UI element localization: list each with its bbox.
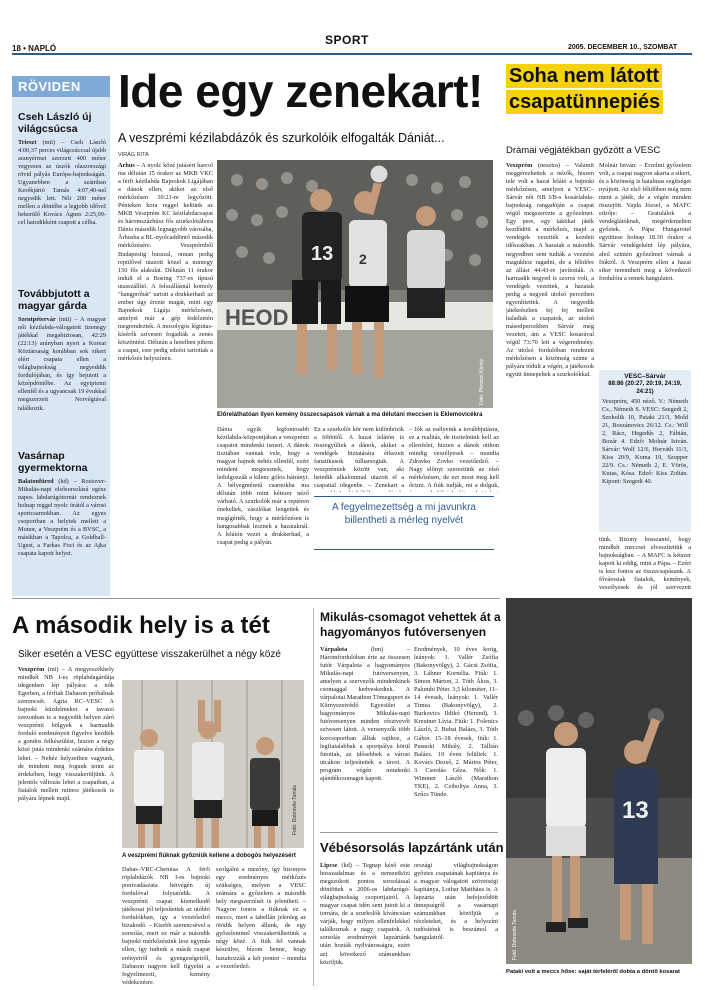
section-divider	[320, 832, 498, 833]
main-col-2	[217, 426, 309, 566]
right-col-3	[599, 536, 691, 592]
body-text: Dabas–VRC-Chemisa A férfi röplabdázók NB I-es bajnoki pontvadászata hétvégén új fordulóval folytatódik. A veszprémi csapat kiemelkedő játékosai jól teljesítettek az utóbbi fordulókban, így a vezetőedző bizakodó. – Kisebb szerencsével a sorsolás, mert ez már a második bajnoki mérkőzésünk lesz egymás ellen, így tudunk a másik csapat erényeiről és gyengeségeiről, Dabason nagyon kell figyelni a fegyelmezett, kemény védekezésre.	[122, 866, 210, 984]
main-col-1	[118, 162, 213, 566]
body-text: Dánia egyik legfontosabb kézilabda-központjában a veszprémi csapatot mindenki ismeri. A dánok tisztában vannak vele, hogy a magyar bajnok nehéz ellenfél, ezért mindent megtesznek, hogy ledolgozzák a kilenc gólos hátrányt. A bélyegméretű csarnokba ma délután több mint kétezer néző várható. A szurkolók már a reptéren énekeltek, zászlókat lengettek és megígérték, hogy a mérkőzésen is hangosabbak lesznek a hazaiaknál. A lelátón vezet a drukkerhad, a csapat pedig a pályán.	[217, 426, 309, 546]
dateline: Veszprém	[18, 666, 45, 673]
body-text: – Jók az esélyeink a továbbjutásra, ez a realitás, de tisztelnünk kell az ellenfelet, hiszen a dánok otthon mindig veszélyesek – mondta Zdravko Zovko vezetőedző. – Nagy előnyt szereztünk az első mérkőzésen, de ezt most meg kell őrizni. A fiúk tudják, mi a dolguk,	[409, 426, 499, 490]
body-text: tünk. Bizony bosszantó, hogy mindkét meccset elveszítettük a bajnokságban. – A MAFC is kétszer kapott ki eddig, mint a Pápa. – Ezért is lesz fontos az összecsapásunk. A fővárosiak fiatalok, kemények, veszélyesek és jól szervezett	[599, 536, 691, 592]
handball-scene	[217, 160, 493, 408]
sidebar-item-text	[18, 478, 106, 590]
page-number: 18 • NAPLÓ	[12, 44, 57, 53]
basketball-photo-caption: Pataki volt a meccs hőse: saját térfeléről dobta a döntő kosarat	[506, 969, 680, 975]
sidebar-item-text	[18, 139, 106, 264]
mikulas-col-1	[320, 646, 410, 828]
body-text: szolgálni a mezőny, így bizonyos egy eredményes mérkőzés szükséges, melyen a VESC számára a győzelem a második hely megszerzését is jelentheti. – Nagyon fontos a fiúknak ez a meccs, mert a tabellán jelenleg az ötödik helyen állunk, de egy győzelemmel visszakerülhetünk a négy közé. A fiúk fel vannak készülve, bízom benne, hogy hazahozzák a két pontot – mondta a vezetőedző.	[216, 866, 306, 970]
sidebar-item-heading: Vasárnap gyermektorna	[18, 450, 88, 474]
main-photo-caption: Előreláthatóan ilyen kemény összecsapások várnak a ma délutáni meccsen is Eklemovicékra	[217, 412, 483, 418]
right-headline-line1: Soha nem látott	[506, 64, 662, 88]
right-headline	[506, 64, 692, 114]
right-col-2	[599, 162, 691, 368]
section-divider	[12, 598, 500, 599]
main-deck: A veszprémi kézilabdázók és szurkolóik elfogalták Dániát...	[118, 131, 445, 145]
body-text: Molnár István: – Érzelmi győzelem volt, a csapat nagyon akarta a sikert, és a közönség is hatalmas segítséget nyújtott. Az első félidőben még nem ment a játék, de a végén minden összejött. Vajda József, a MAFC edzője: – Gratulálok a vendéglátóknak, megérdemelten győztek. A Pápa Hungarotel együttese holnap 18.30 órakor a Sárvár vendégeként lép pályára, ahol szintén győzelmet várnak a fiúktól. A Veszprém ellen a hazai siker teremtheti meg a következő fordulóra a remek hangulatot.	[599, 162, 691, 282]
result-box	[599, 370, 691, 532]
second-photo-caption: A veszprémi fiúknak győzniük kellene a dobogós helyezésért	[122, 853, 296, 859]
body-text: (kd) – Tegnap késő este hosszadalmas és a nemzetközi megszokott pontos sorsolással döntöttek a 2006-os labdarúgó-világbajnokság csoportjairól. A magyar csapat idén sem jutott ki a tornára, de a szurkolók kíváncsian várják, hogy milyen ellenfelekkel találkoznak a nagy csapatok. A sorsolás eredményét lapzártánk után hozták nyilvánosságra, ezért azt következő számunkban közöljük.	[320, 862, 410, 966]
sidebar-item-heading: Cseh László új világcsúcsa	[18, 111, 92, 135]
second-deck: Siker esetén a VESC együttese visszakerülhet a négy közé	[18, 649, 281, 660]
volleyball-photo	[122, 680, 304, 848]
basketball-scene	[506, 598, 692, 964]
dateline: Veszprém	[506, 162, 533, 169]
vb-col-1	[320, 862, 410, 984]
dateline: Szentpétervár	[18, 316, 56, 323]
photo-credit: Fotó: Dobrovits Tamás	[512, 910, 518, 960]
body-text: – A nyolc közé jutásért harcol ma délután 15 órakor az MKB VKC a férfi kézilabda Bajnokok Ligájában a dánok ellen, akiket az első mérkőzésen 30:21-re legyőzött. Pénteken kora reggel keltünk az MKB Veszprém KC kézilabdacsapat és háromszázhúsz fős szurkolótábora Dánia második legnagyobb városába, Århusba a BL-nyolcaddöntő második mérkőzésére. Veszprémből Budapestig busszal, onnan pedig repülővel utazott közel a mintegy 150 fős alakulat. Délután 11 órakor indult el a Boeing 737-es típusú utasszállító. A felszállásnál komoly "hangpróbát" tartott a drukkerhad: az ember úgy érezte magát, mint egy Bajnokok Ligája mérkőzésen, amelyet már a gép fedélzetén megrendeztek. A mosolygós légiutas-kísérők szívesen fogadták a zenés köszöntést. Délután a hotelben pihent a csapat, este pedig edzést tartottak a mérkőzés helyszínén.	[118, 162, 213, 363]
header-rule	[12, 53, 692, 55]
body-text: (mti) – A magyar női kézilabda-válogatott tizenegy játékkal megabiztosan, 42:29 (22:13) arányban nyert a Koreai Köztársaság korábban sok sikert elért csapata ellen a világbajnokság negyeddik fordulójában, és így bejutott a középdöntőbe. Az egyiptomi ellenfél és a ugyancsak 19 évukkal megszerzett Norvégiával találkozik.	[18, 316, 106, 412]
sidebar-title: RÖVIDEN	[12, 76, 110, 97]
body-text: (mti) – Cseh László 4:00,37 perces világcsúccsal újabb aranyérmet szerzett 400 méter vegyesen az úszók olaszországi rövid pályás Európa-bajnokságán. Ugyanebben a számban Kerékjártó Tamás 4:07,40-nel negyedik lett. Női 200 méter mellen a döntőbe a legjobb időveI bekerülő Kovács Ágnes 2:25,09-cel hatodikként csapott a célba.	[18, 139, 106, 227]
result-box-title: VESC–Sárvár	[624, 373, 666, 380]
body-text: országi világbajnokságon győztes csapatának kapitánya és a magyar válogatott szövetségi kapitánya, Lothar Matthäus is. A lapzárta után befejeződött ünnepségről a vasárnapi számunkban közöljük a részleteket, és a helyszíni tudósítónk is beszámol a hangulatról.	[414, 862, 498, 942]
vb-col-2	[414, 862, 498, 984]
column-rule	[313, 608, 314, 986]
sidebar-item-3	[18, 450, 106, 590]
svg-text:13: 13	[311, 243, 334, 265]
issue-date: 2005. DECEMBER 10., SZOMBAT	[568, 44, 678, 51]
right-col-1	[506, 162, 594, 568]
mikulas-headline: Mikulás-csomagot vehettek át a hagyományos futóversenyen	[320, 610, 501, 639]
main-col-4	[409, 426, 499, 492]
svg-text:2: 2	[359, 251, 367, 267]
main-col-3	[314, 426, 404, 492]
dateline: Lipcse	[320, 862, 338, 869]
pull-quote	[314, 496, 494, 550]
second-col-2	[122, 866, 210, 984]
sidebar-item-1	[18, 111, 106, 264]
volleyball-scene	[122, 680, 304, 848]
dateline: Arhus	[118, 162, 135, 169]
second-col-3	[216, 866, 306, 984]
body-text: Ez a szurkolói kör nem különbözik a többitől. A hazai lelátón is összegyűltek a dánok, akiket a vendégek biztatására érkezett fanatikusok túlharsogtak. A veszprémiek között van, aki hetedik alkalommal utazott el a csapattal idegenbe. – Zenekart a	[314, 426, 404, 490]
main-col-3b	[314, 552, 404, 568]
dateline: Trieszt	[18, 139, 37, 146]
body-text: (mi) – A megyeszékhely mindkét NB I-es röplabdagárdája idegenben lép pályára: a nők Egerben, a férfiak Dabason próbálnak szerencsét. Agria RC–VESC A bajnoki küzdelmeket a tavaszi szezonban is a negyedik helyen záró veszprémi hölgyek a harmadik forduló eredményeit figyelve kezdték a gondos felkészülést, hiszen a négy közé jutás mindenki számára érdekes lehet. – Nehéz helyzetben vagyunk, de mindent meg fogunk tenni az érdekében, hogy visszakerüljünk. A jelentős változás lehet a csapatban, a fiatalok mellett rutinos játékosok is pályára lépnek majd.	[18, 666, 114, 802]
body-text: Eredmények, 10 éves korig, leányok: 1. Vallér Zsófia (Bakonyvölgy), 2. Gácsi Zsófia, 3. Lábner Kornélia. Fiúk: 1. Simon Márton, 2. Tóth Ákos, 3. Palumbi Péter. 3,5 kilométer, 11–14 évesek, leányok: 1. Vallér Tímea (Bakonyvölgy), 2. Burkovics Ildikó (Herend), 3. Kreutner Lívia. Fiúk: 1. Folenics László, 2. Bubai Balázs, 3. Tóth Gábor. 15–18 évesek, fiúk: 1. Pusnoki Mihály, 2. Tallián Balázs. 19 éven felüliek: 1. Kovács Dezső, 2. Mártos Péter, 3. Csordás Géza. Nők: 1. Wimmer László (Marathon TKE), 2. Cziboltya Anna, 3. Szűcs Tünde.	[414, 646, 498, 798]
svg-text:HEOD: HEOD	[225, 305, 289, 330]
sidebar-item-text	[18, 316, 106, 439]
right-deck: Drámai végjátékban győzött a VESC	[506, 145, 661, 156]
svg-text:13: 13	[622, 797, 649, 824]
body-text: (nesztra) – Valamit meggérezhettek a nézők, hiszen tele volt a hazai lelátó a bajnoki mérkőzésen, amelyen a VESC–Sárvár női NB I/B-s kosárlabda-bajnokság rangadóján a csapat végül megszerezte a győzelmet. Egy pere, egy taktikai játék kezdődött a mérkőzés, majd a vendégek vezették a kezdeti időszakban. A hazaiak a második negyedben sem tudták a vezetést magukhoz ragadni, de a félidőre az állást 44:43-re javították. A harmadik negyed is szoros volt, a vendégek vezettek, a hazaiak pedig a negyed utolsó perceiben egyenlítettek. A negyedik játékrészben fej fej mellett haladtak a csapatok, az utolsó másodpercekben Sárvár még vezetett, ám a VESC kosarával végül 73:70 lett a végeredmény. Az utolsó fordulóban rendezett mérkőzésen a közönség szinte a pályára tódult a végén, a játékosok együtt ünnepeltek a szurkolókkal.	[506, 162, 594, 379]
right-headline-line2: csapatünnepiés	[506, 90, 663, 114]
result-box-score: 88:86 (20:27, 20:19, 24:19, 24:21)	[608, 381, 682, 395]
section-title: SPORT	[325, 33, 369, 47]
sidebar-item-heading: Továbbjutott a magyar gárda	[18, 288, 90, 312]
second-headline: A második hely is a tét	[12, 612, 270, 639]
second-col-1	[18, 666, 114, 984]
sidebar-item-2	[18, 288, 106, 439]
pull-quote-text: A fegyelmezettség a mi javunkra billentheti a mérleg nyelvét	[332, 502, 476, 526]
photo-credit: Fotó: Dobrovits Tamás	[292, 785, 298, 835]
result-box-text: Veszprém, 450 néző. V.: Németh Cs., Németh S. VESC: Szegedi 2, Szokolik 10, Pataki 21/3, Mold 21, Boszánovics 26/12. Cs.: Will 2, Rácz, Hegedűs 2, Fábián, Bozár 4. Edző: Molnár István. Sárvár: Wolf 12/6, Horváth 11/3, Kiss 20/9, Koma 19, Szopper 22/9. Cs.: Németh 2, E. Vörös, Kutas, Kósa. Edző: Kiss Zoltán. Kipont: Szegedi 40.	[602, 398, 688, 486]
body-text: (kd) – Rosiover-Mikulás-napi elsősorsolású egész napos labdarúgótornát rendeznek holnap reggel nyolc órától a városi sportcsarnokban. Az egyes csoportban a helyiek mellett a Monor, a Veszprém és a BVSC, a másikban a Tapolca, a Goldball-Ugest, a Farkas Foci és az Ajka csapata kapott helyet.	[18, 478, 106, 558]
mikulas-col-2	[414, 646, 498, 828]
vb-headline: Vébésorsolás lapzártánk után	[320, 840, 504, 855]
basketball-photo	[506, 598, 692, 964]
byline: VIRÁG RITA	[118, 152, 149, 158]
dateline: Várpalota	[320, 646, 348, 653]
main-headline: Ide egy zenekart!	[118, 65, 483, 117]
handball-photo	[217, 160, 493, 408]
dateline: Balatonfüred	[18, 478, 54, 485]
photo-credit: Fotó: Pénzesi Károly	[479, 358, 485, 405]
body-text: (hm) – Háromfordulóban érte az összesen futót Várpalota a hagyományos Mikulás-napi futóversenyen, amelyen a szervezők mindenkinek csomaggal kedveskedtek. A várpalotai Marathon Tömegsport és Környezetvédő Egyesület a hagyományos Mikulás-napi futóversenyen minden résztvevőt szívesen látott. A versenyzők több korcsoportban álltak rajthoz, a legfiatalabbak a sportpálya körül futottak, az idősebbek a városi utcákon teljesítették a távot. A program végén mindenki ajándékcsomagot kapott.	[320, 646, 410, 782]
